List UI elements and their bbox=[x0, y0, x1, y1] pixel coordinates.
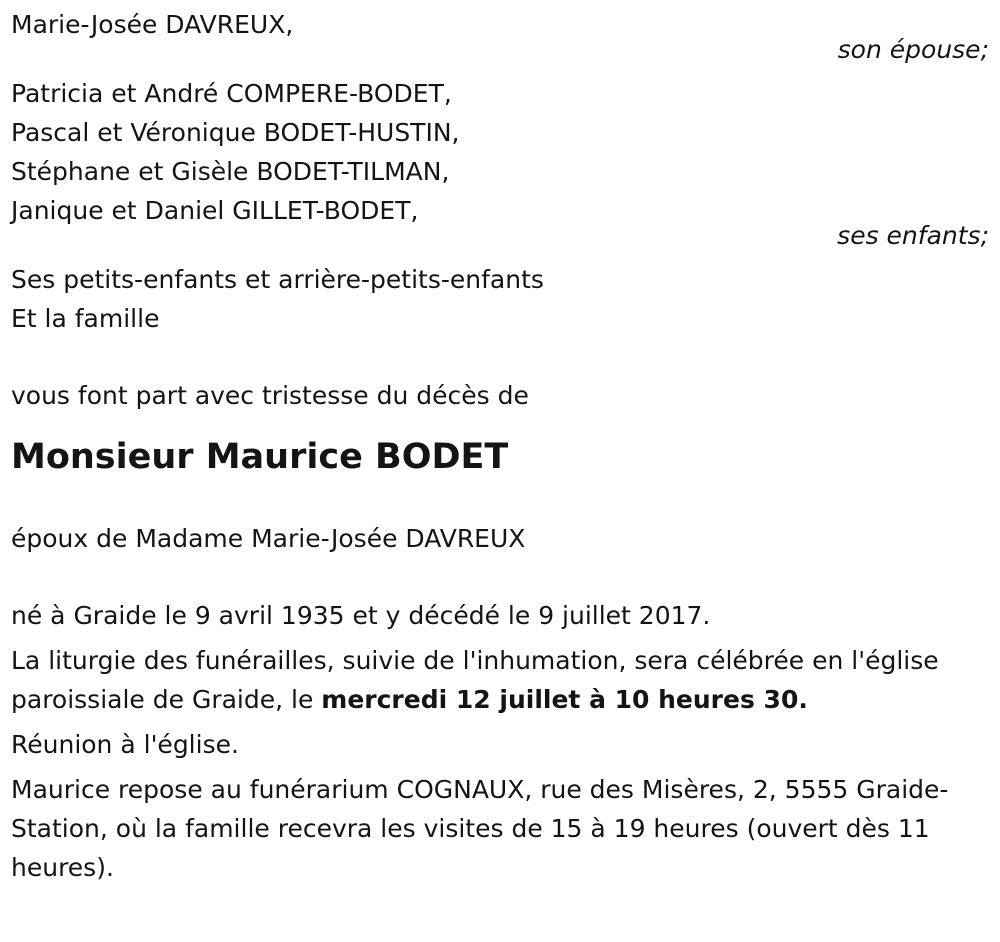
birth-death-line: né à Graide le 9 avril 1935 et y décédé le 9 juillet 2017. bbox=[11, 601, 711, 630]
children-role: ses enfants; bbox=[837, 221, 989, 250]
child-line: Pascal et Véronique BODET-HUSTIN, bbox=[11, 118, 460, 147]
family-lines bbox=[11, 260, 989, 338]
deceased-spouse-line: époux de Madame Marie-Josée DAVREUX bbox=[11, 524, 526, 553]
family-line: Ses petits-enfants et arrière-petits-enfants bbox=[11, 265, 544, 294]
funeral-datetime: mercredi 12 juillet à 10 heures 30. bbox=[321, 685, 808, 714]
family-line: Et la famille bbox=[11, 304, 160, 333]
obituary-notice bbox=[11, 5, 989, 893]
announcement-text: vous font part avec tristesse du décès de bbox=[11, 381, 529, 410]
funeral-text: La liturgie des funérailles, suivie de l'inhumation, sera célébrée en l'église paroissiale de Graide, le bbox=[11, 646, 939, 714]
spouse-name: Marie-Josée DAVREUX, bbox=[11, 10, 294, 39]
rest-paragraph: Maurice repose au funérarium COGNAUX, rue des Misères, 2, 5555 Graide-Station, où la famille recevra les visites de 15 à 19 heures (ouvert dès 11 heures). bbox=[11, 775, 949, 882]
spouse-role: son épouse; bbox=[837, 35, 989, 64]
meeting-line: Réunion à l'église. bbox=[11, 730, 239, 759]
child-line: Stéphane et Gisèle BODET-TILMAN, bbox=[11, 157, 450, 186]
deceased-name: Monsieur Maurice BODET bbox=[11, 437, 509, 477]
funeral-paragraph bbox=[11, 641, 989, 719]
child-line: Janique et Daniel GILLET-BODET, bbox=[11, 196, 419, 225]
children-list bbox=[11, 74, 989, 230]
child-line: Patricia et André COMPERE-BODET, bbox=[11, 79, 452, 108]
